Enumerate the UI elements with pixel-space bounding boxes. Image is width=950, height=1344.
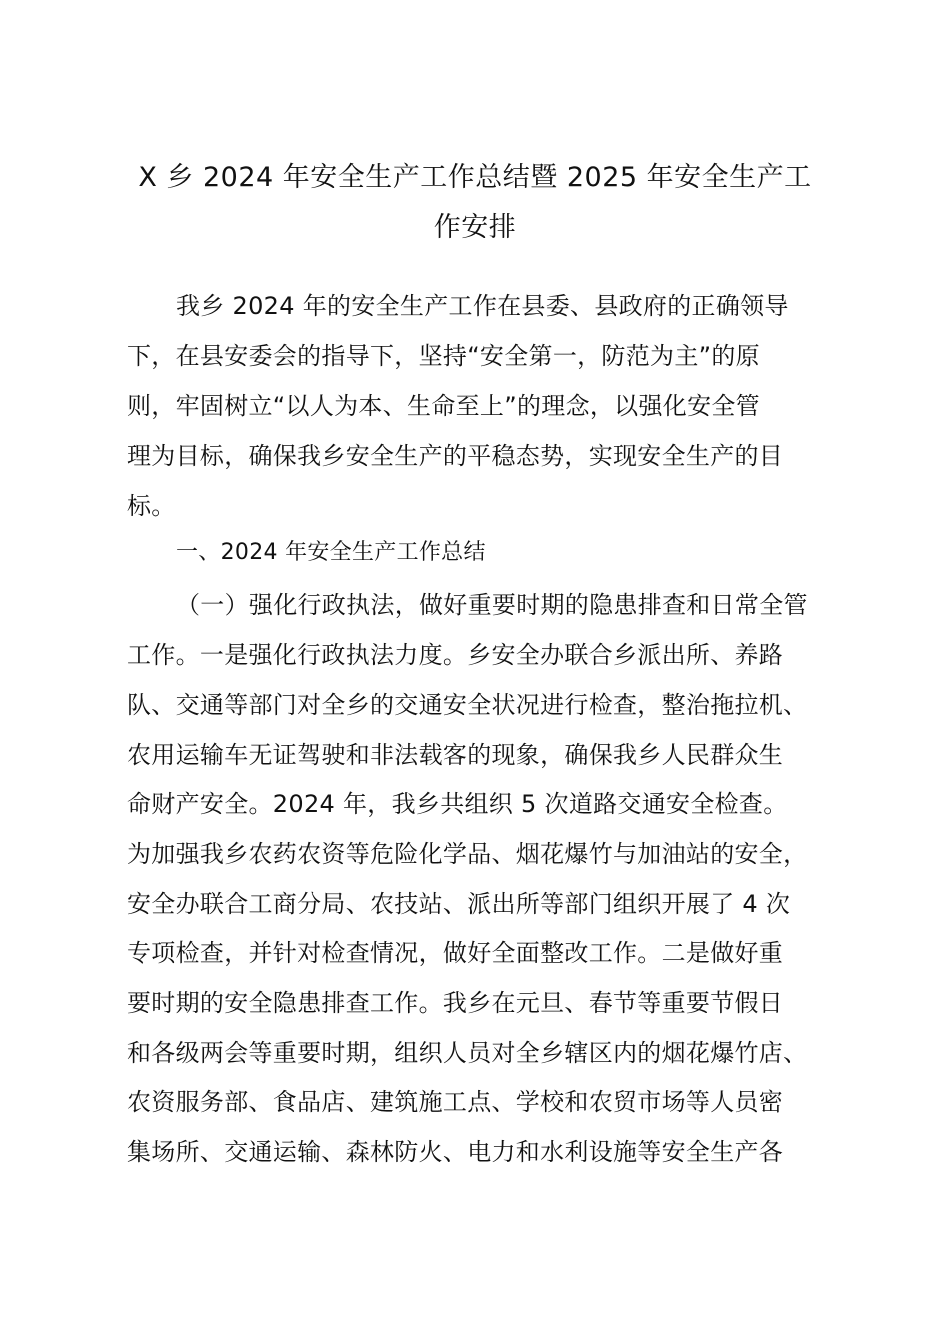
document-title-line-2: 作安排: [433, 212, 517, 243]
intro-paragraph-line: 理为目标，确保我乡安全生产的平稳态势，实现安全生产的目: [127, 442, 784, 470]
body-paragraph-line: （一）强化行政执法，做好重要时期的隐患排查和日常全管: [176, 591, 808, 619]
body-paragraph-line: 集场所、交通运输、森林防火、电力和水利设施等安全生产各: [127, 1138, 784, 1166]
body-paragraph-line: 命财产安全。2024 年，我乡共组织 5 次道路交通安全检查。: [127, 790, 788, 818]
body-paragraph-line: 农资服务部、食品店、建筑施工点、学校和农贸市场等人员密: [127, 1088, 784, 1116]
intro-paragraph-line: 则，牢固树立“以人为本、生命至上”的理念，以强化安全管: [127, 392, 760, 420]
body-paragraph-line: 队、交通等部门对全乡的交通安全状况进行检查，整治拖拉机、: [127, 691, 808, 719]
body-paragraph-line: 工作。一是强化行政执法力度。乡安全办联合乡派出所、养路: [127, 641, 784, 669]
section-heading: 一、2024 年安全生产工作总结: [176, 540, 486, 565]
body-paragraph-line: 农用运输车无证驾驶和非法载客的现象，确保我乡人民群众生: [127, 741, 784, 769]
body-paragraph-line: 和各级两会等重要时期，组织人员对全乡辖区内的烟花爆竹店、: [127, 1039, 808, 1067]
body-paragraph-line: 为加强我乡农药农资等危险化学品、烟花爆竹与加油站的安全，: [127, 840, 808, 868]
body-paragraph-line: 安全办联合工商分局、农技站、派出所等部门组织开展了 4 次: [127, 890, 791, 918]
document-title-line-1: X 乡 2024 年安全生产工作总结暨 2025 年安全生产工: [138, 162, 812, 193]
body-paragraph-line: 要时期的安全隐患排查工作。我乡在元旦、春节等重要节假日: [127, 989, 784, 1017]
intro-paragraph-line: 标。: [127, 492, 176, 520]
intro-paragraph-line: 下，在县安委会的指导下，坚持“安全第一，防范为主”的原: [127, 342, 760, 370]
intro-paragraph-line: 我乡 2024 年的安全生产工作在县委、县政府的正确领导: [176, 292, 789, 320]
body-paragraph-line: 专项检查，并针对检查情况，做好全面整改工作。二是做好重: [127, 939, 784, 967]
